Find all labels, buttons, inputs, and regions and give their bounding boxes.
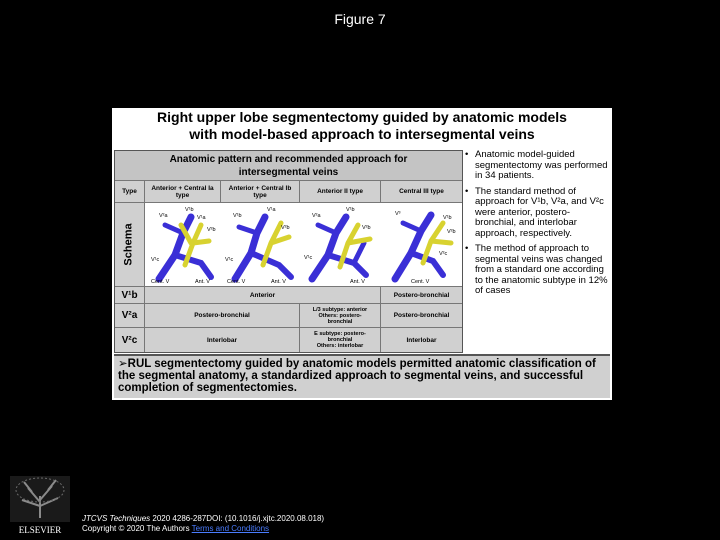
figure-title-line2: with model-based approach to intersegmental veins: [189, 126, 535, 142]
schema-ib-diagram: [225, 207, 291, 285]
svg-text:V²a: V²a: [312, 213, 321, 219]
column-header: Anterior II type: [300, 181, 381, 202]
approach-cell: Postero-bronchial: [393, 312, 450, 319]
approach-cell: Postero-bronchial: [145, 304, 300, 327]
svg-text:V¹b: V¹b: [346, 207, 355, 213]
approach-cell: Interlobar: [145, 328, 300, 352]
row-label: V²a: [115, 304, 145, 327]
bullet-text: The method of approach to segmental veins was changed from a standard one according to the anatomic subtype in 12% of cases: [475, 243, 608, 296]
schema-ia-diagram: [151, 207, 216, 285]
svg-text:V¹a: V¹a: [197, 215, 206, 221]
svg-text:V¹b: V¹b: [233, 213, 242, 219]
column-header: Central III type: [399, 188, 444, 195]
schema-label-cell: [115, 203, 145, 286]
type-row: [115, 181, 462, 203]
svg-text:V²b: V²b: [447, 229, 456, 235]
svg-text:V³: V³: [395, 211, 401, 217]
elsevier-logo: [6, 476, 74, 536]
table-row: [115, 304, 462, 328]
citation-line: [82, 514, 324, 524]
svg-text:V¹b: V¹b: [443, 215, 452, 221]
svg-text:Cent. V: Cent. V: [151, 279, 170, 285]
svg-text:V²b: V²b: [362, 225, 371, 231]
journal-name: JTCVS Techniques: [82, 514, 151, 523]
schema-iii-diagram: [395, 211, 456, 285]
citation-text: 2020 4286-287DOI: (10.1016/j.xjtc.2020.08.018): [150, 514, 325, 523]
svg-text:V²b: V²b: [281, 225, 290, 231]
list-item: • Anatomic model-guided segmentectomy was performed in 34 patients.: [465, 150, 610, 182]
svg-text:V¹a: V¹a: [267, 207, 276, 213]
svg-text:V¹c: V¹c: [151, 257, 160, 263]
figure-title-line1: Right upper lobe segmentectomy guided by anatomic models: [157, 109, 567, 125]
approach-cell: Anterior: [145, 287, 381, 303]
publisher-name: ELSEVIER: [18, 525, 62, 535]
svg-text:V²a: V²a: [159, 213, 168, 219]
schema-label: Schema: [123, 223, 136, 266]
list-item: • The standard method of approach for V¹b, V²a, and V²c were anterior, postero-bronchial, and interlobar approach, respectively.: [465, 187, 610, 240]
table-row: [115, 287, 462, 304]
schema-ii-diagram: [304, 207, 371, 285]
approach-subtype-line: Others: postero-: [318, 312, 362, 319]
svg-text:Ant. V: Ant. V: [195, 279, 210, 285]
copyright-text: Copyright © 2020 The Authors: [82, 524, 192, 533]
table-row: [115, 328, 462, 352]
approach-subtype-line: bronchial: [327, 318, 353, 325]
approach-subtype-line: E subtype: postero-: [314, 331, 366, 337]
copyright-line: [82, 524, 324, 534]
approach-subtype-line: Others: interlobar: [316, 343, 364, 349]
findings-list: [465, 150, 610, 350]
column-header: Anterior + Central Ia type: [145, 181, 221, 202]
anatomic-pattern-table: [114, 150, 463, 353]
approach-cell: Interlobar: [406, 336, 437, 344]
svg-text:Cent. V: Cent. V: [227, 279, 246, 285]
svg-text:V²b: V²b: [207, 227, 216, 233]
svg-text:V¹c: V¹c: [225, 257, 234, 263]
svg-text:Ant. V: Ant. V: [350, 279, 365, 285]
svg-text:V¹c: V¹c: [304, 255, 313, 261]
list-item: • The method of approach to segmental veins was changed from a standard one according to the anatomic subtype in 12% of cases: [465, 244, 610, 297]
svg-text:V²c: V²c: [439, 251, 448, 257]
row-label: V²c: [115, 328, 145, 352]
terms-link[interactable]: Terms and Conditions: [191, 524, 270, 533]
vein-schema-diagrams: [145, 203, 462, 286]
svg-text:V¹b: V¹b: [185, 207, 194, 213]
column-header: Anterior + Central Ib type: [221, 181, 300, 202]
row-label: V¹b: [115, 287, 145, 303]
figure-title: [112, 108, 612, 143]
table-header-line1: Anatomic pattern and recommended approach for: [169, 154, 408, 165]
figure-panel: [112, 108, 612, 400]
approach-subtype-line: bronchial: [327, 337, 353, 343]
approach-cell: [300, 304, 381, 327]
table-header-line2: intersegmental veins: [238, 167, 339, 178]
approach-cell: Postero-bronchial: [393, 291, 450, 299]
approach-subtype-line: L/3 subtype: anterior: [312, 306, 368, 313]
schema-row: [115, 203, 462, 287]
type-label: Type: [115, 181, 145, 202]
conclusion-box: ➢RUL segmentectomy guided by anatomic models permitted anatomic classification of the segmental anatomy, a standardized approach to segmental veins, and successful completion of segmentectomies.: [114, 354, 610, 398]
table-header: [115, 151, 462, 181]
bullet-text: Anatomic model-guided segmentectomy was performed in 34 patients.: [475, 149, 608, 181]
citation: [82, 514, 324, 534]
slide-title: Figure 7: [334, 11, 386, 27]
svg-text:Ant. V: Ant. V: [271, 279, 286, 285]
svg-text:Cent. V: Cent. V: [411, 279, 430, 285]
bullet-text: The standard method of approach for V¹b, V²a, and V²c were anterior, postero-bronchial, and interlobar approach, respectively.: [475, 185, 604, 239]
approach-cell: [300, 328, 381, 352]
